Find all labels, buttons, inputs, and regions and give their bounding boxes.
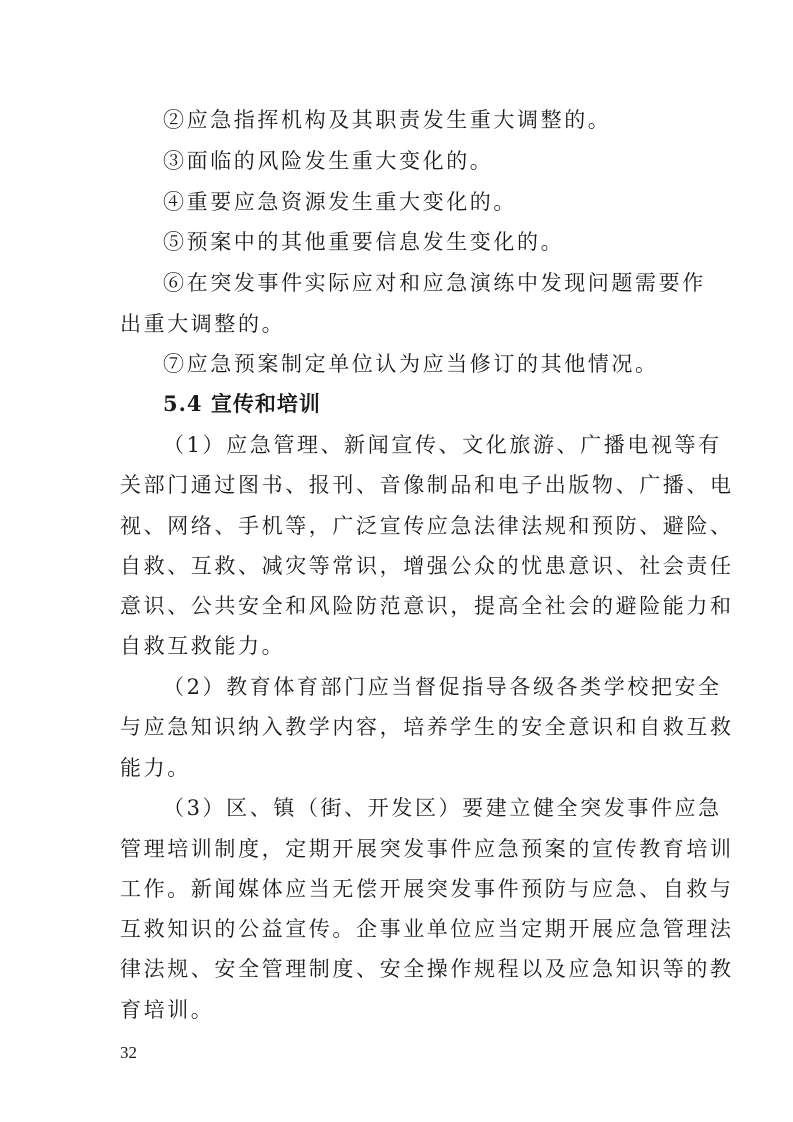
list-item: ③面临的风险发生重大变化的。 <box>163 149 494 173</box>
page-number: 32 <box>120 1043 137 1062</box>
paragraph-line: （3）区、镇（街、开发区）要建立健全突发事件应急 <box>163 796 722 820</box>
paragraph-line: 自救互救能力。 <box>120 634 286 658</box>
paragraph-line: 互救知识的公益宣传。企事业单位应当定期开展应急管理法 <box>120 917 734 941</box>
list-item: ⑤预案中的其他重要信息发生变化的。 <box>163 230 565 254</box>
paragraph-line: 工作。新闻媒体应当无偿开展突发事件预防与应急、自救与 <box>120 877 734 901</box>
paragraph-line: 意识、公共安全和风险防范意识，提高全社会的避险能力和 <box>120 594 734 618</box>
paragraph-line: 自救、互救、减灾等常识，增强公众的忧患意识、社会责任 <box>120 554 734 578</box>
list-item: ④重要应急资源发生重大变化的。 <box>163 190 517 214</box>
paragraph-line: 关部门通过图书、报刊、音像制品和电子出版物、广播、电 <box>120 473 734 497</box>
paragraph-line: 律法规、安全管理制度、安全操作规程以及应急知识等的教 <box>120 957 734 981</box>
list-item: ⑥在突发事件实际应对和应急演练中发现问题需要作 <box>163 271 706 295</box>
paragraph-line: 与应急知识纳入教学内容，培养学生的安全意识和自救互救 <box>120 715 734 739</box>
list-item: ⑦应急预案制定单位认为应当修订的其他情况。 <box>163 352 659 376</box>
paragraph-line: （1）应急管理、新闻宣传、文化旅游、广播电视等有 <box>163 433 722 457</box>
list-item: ②应急指挥机构及其职责发生重大调整的。 <box>163 108 612 132</box>
list-item-continuation: 出重大调整的。 <box>120 312 286 336</box>
paragraph-line: 能力。 <box>120 756 191 780</box>
paragraph-line: 育培训。 <box>120 998 215 1022</box>
paragraph-line: 管理培训制度，定期开展突发事件应急预案的宣传教育培训 <box>120 837 734 861</box>
section-heading: 5.4 宣传和培训 <box>163 391 321 416</box>
paragraph-line: 视、网络、手机等，广泛宣传应急法律法规和预防、避险、 <box>120 514 734 538</box>
paragraph-line: （2）教育体育部门应当督促指导各级各类学校把安全 <box>163 675 722 699</box>
